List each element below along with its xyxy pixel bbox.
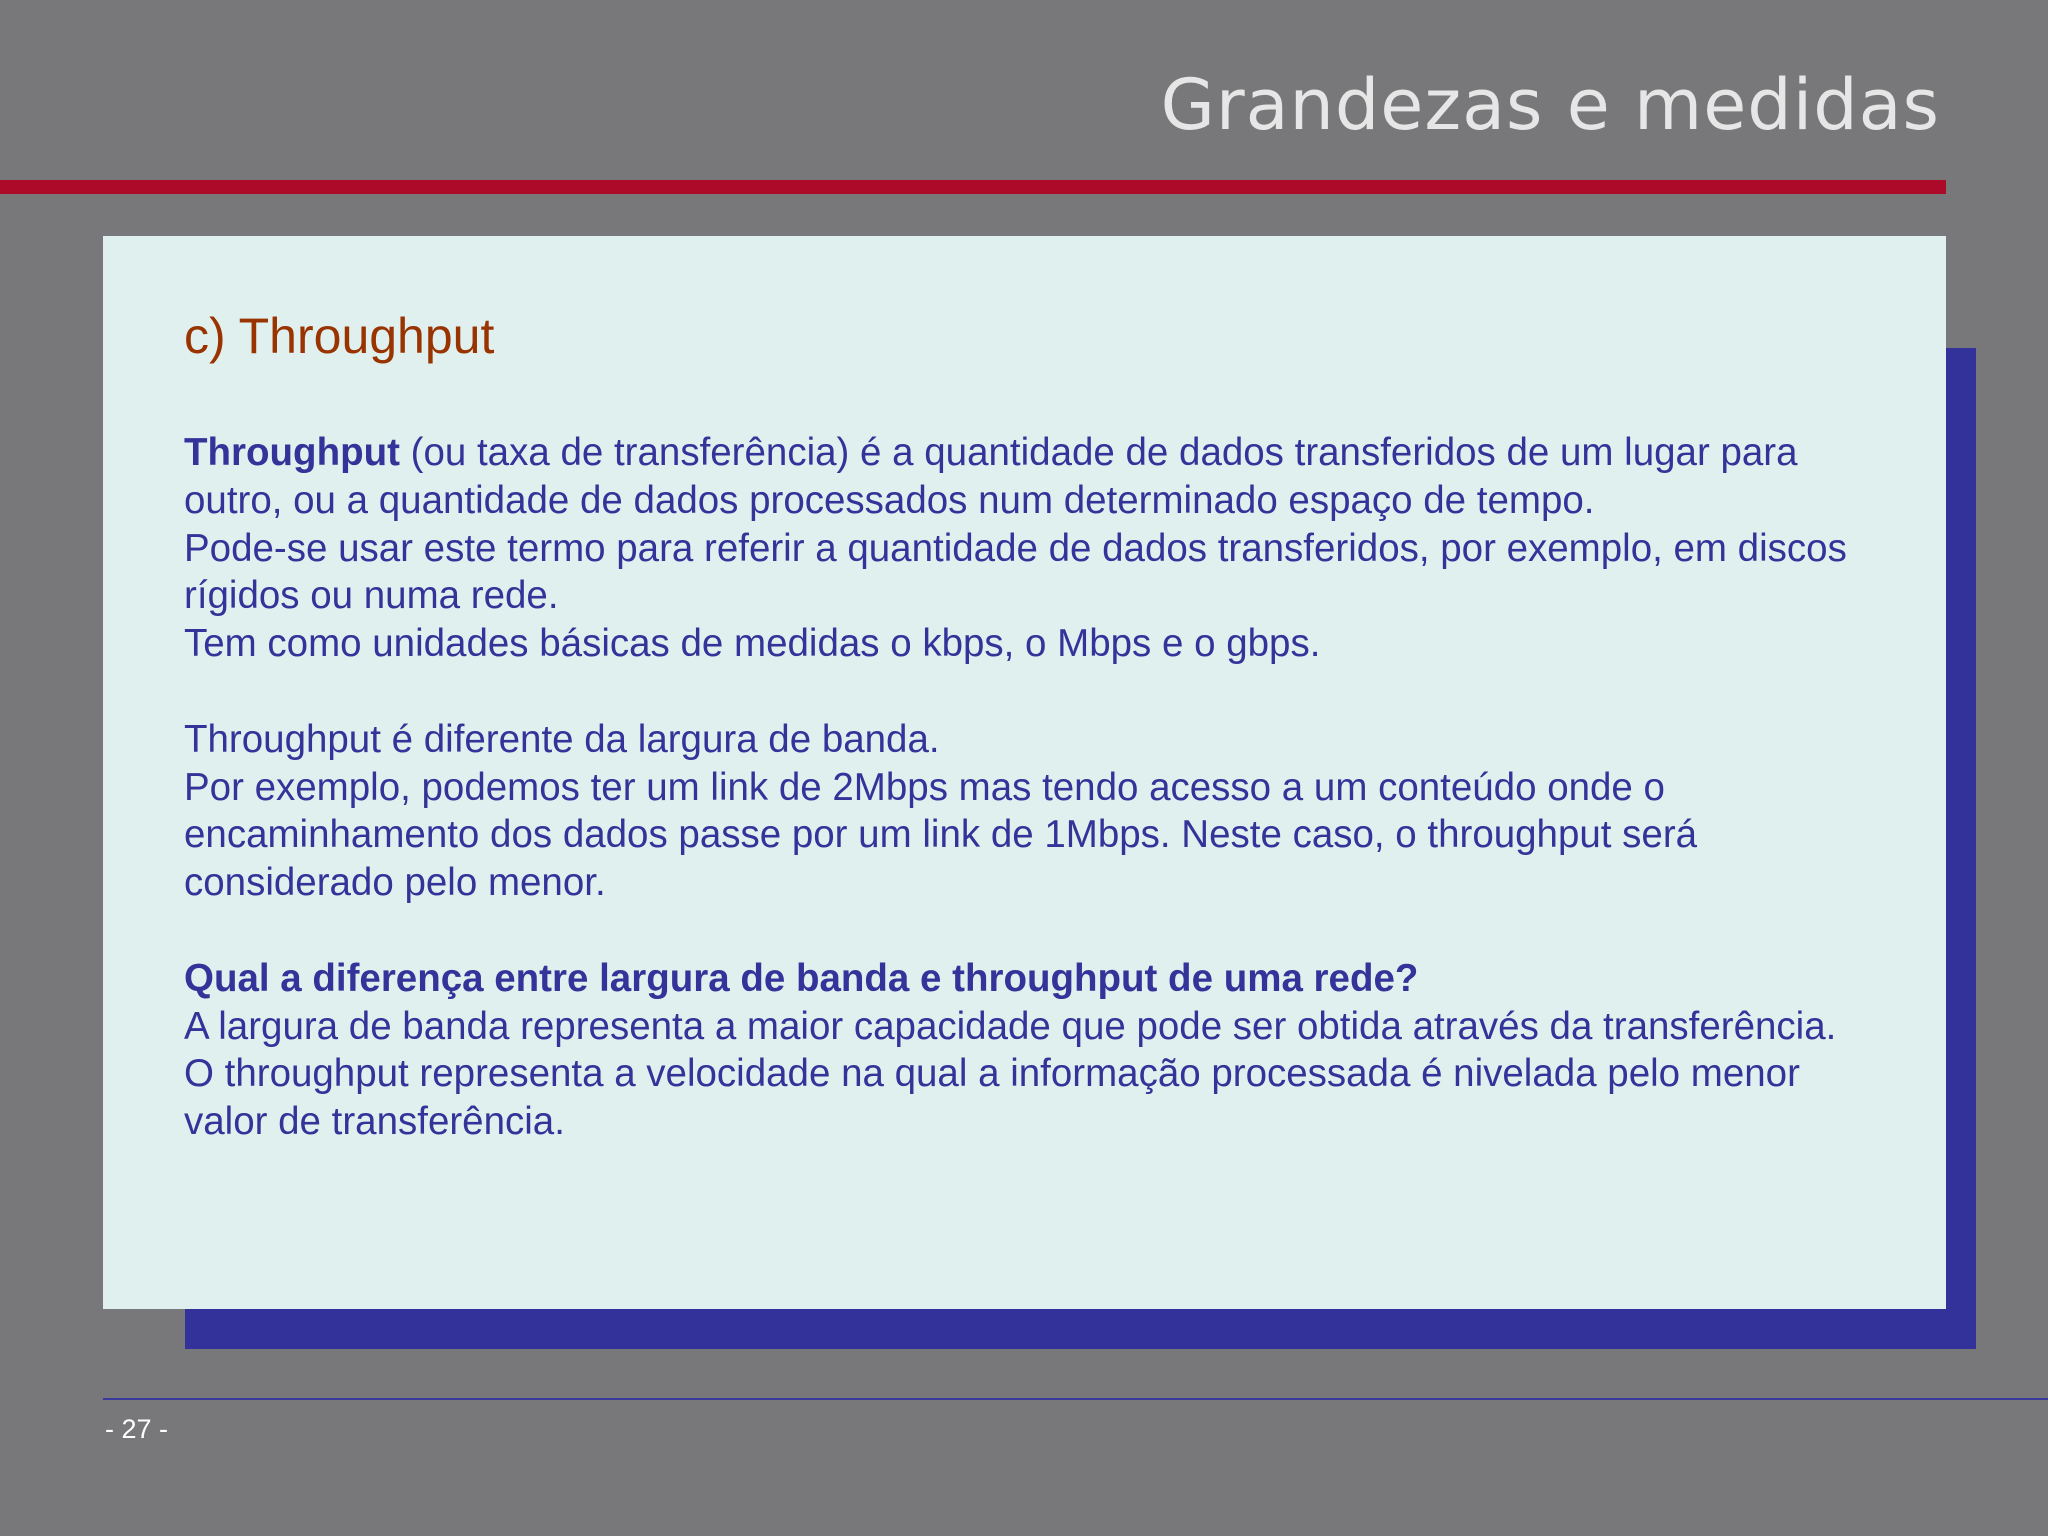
spacer [184,668,1884,716]
units-paragraph: Tem como unidades básicas de medidas o kbps, o Mbps e o gbps. [184,622,1321,666]
question-heading: Qual a diferença entre largura de banda e throughput de uma rede? [184,956,1419,1000]
definition-paragraph [184,429,1884,525]
usage-paragraph: Pode-se usar este termo para referir a quantidade de dados transferidos, por exemplo, em discos rígidos ou numa rede. [184,526,1847,618]
definition-text: (ou taxa de transferência) é a quantidade de dados transferidos de um lugar para outro, ou a quantidade de dados processados num determinado espaço de tempo. [184,431,1798,522]
footer-divider [103,1398,2048,1400]
difference-paragraph: Throughput é diferente da largura de banda. [184,717,940,761]
spacer [184,907,1884,955]
page-number: - 27 - [105,1414,169,1444]
content-panel [103,236,1946,1309]
body-text [184,429,1884,1146]
term-throughput: Throughput [184,431,400,474]
section-heading: c) Throughput [184,308,495,364]
bandwidth-answer: A largura de banda representa a maior capacidade que pode ser obtida através da transferência. [184,1004,1837,1048]
title-divider [0,180,1946,194]
throughput-answer: O throughput representa a velocidade na qual a informação processada é nivelada pelo menor valor de transferência. [184,1052,1800,1144]
example-paragraph: Por exemplo, podemos ter um link de 2Mbps mas tendo acesso a um conteúdo onde o encaminhamento dos dados passe por um link de 1Mbps. Neste caso, o throughput será considerado pelo menor. [184,765,1698,905]
slide-title: Grandezas e medidas [1160,64,1940,146]
